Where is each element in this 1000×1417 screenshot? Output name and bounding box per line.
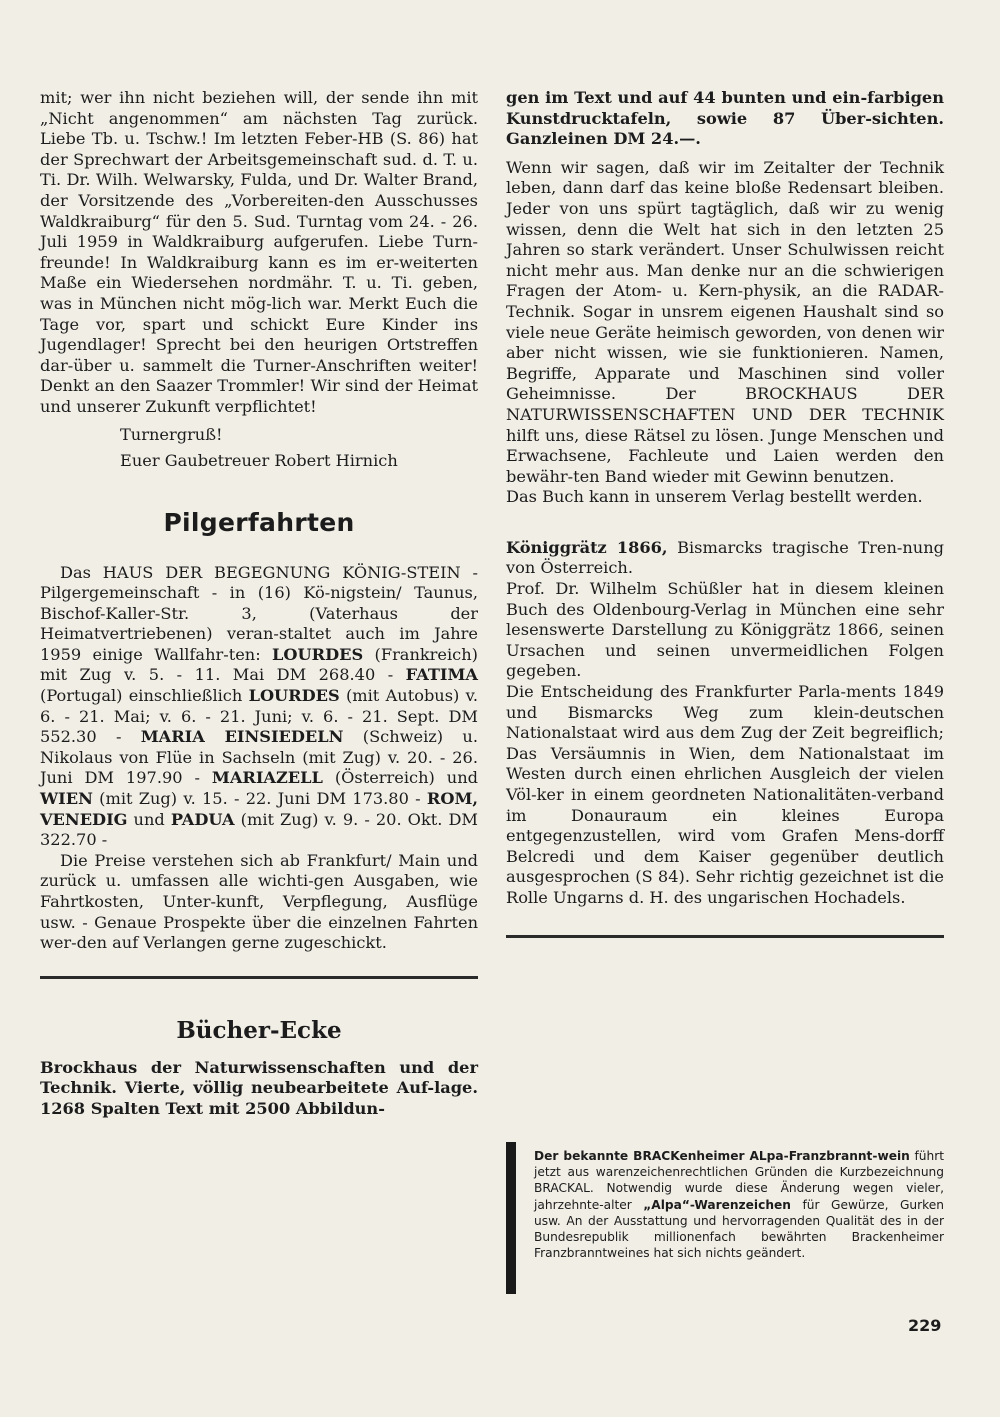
buecher-ecke-heading: Bücher-Ecke bbox=[176, 1016, 342, 1044]
koeniggraetz-title: Königgrätz 1866, Bismarcks tragische Tren-nung von Österreich. bbox=[506, 537, 944, 578]
page-number: 229 bbox=[908, 1316, 942, 1335]
koeniggraetz-paragraph-2: Die Entscheidung des Frankfurter Parla-ments 1849 und Bismarcks Weg zum klein-deutschen Nationalstaat wird aus dem Zug der Zeit begreiflich; Das Versäumnis in Wien, dem Nationalstaat im Westen durch einen ehrlichen Ausgleich der vielen Völ-ker in einem geordneten Nationalitäten-verband im Donauraum ein kleines Europa entgegenzustellen, wird vom Grafen Mens-dorff Belcredi und dem Kaiser gegenüber deutlich ausgesprochen (S 84). Sehr richtig gezeichnet ist die Rolle Ungarns d. H. des ungarischen Hochadels. bbox=[506, 682, 944, 907]
divider-right bbox=[506, 935, 944, 938]
brockhaus-lead-continued: gen im Text und auf 44 bunten und ein-farbigen Kunstdrucktafeln, sowie 87 Über-sichten. Ganzleinen DM 24.—. bbox=[506, 88, 944, 149]
right-column bbox=[506, 88, 944, 938]
divider-left bbox=[40, 976, 478, 979]
ad-text: Der bekannte BRACKenheimer ALpa-Franzbrannt-wein führt jetzt aus warenzeichenrechtlichen Gründen die Kurzbezeichnung BRACKAL. Notwendig wurde diese Änderung wegen vieler, jahrzehnte-alter „Alpa“-Warenzeichen für Gewürze, Gurken usw. An der Ausstattung und hervorragenden Qualität des in der Bundesrepublik millionenfach bewährten Brackenheimer Franzbranntweines hat sich nichts geändert. bbox=[534, 1149, 944, 1261]
brackal-advertisement bbox=[506, 1142, 944, 1294]
preise-paragraph: Die Preise verstehen sich ab Frankfurt/ Main und zurück u. umfassen alle wichti-gen Ausgaben, wie Fahrtkosten, Unter-kunft, Verpflegung, Ausflüge usw. - Genaue Prospekte über die einzelnen Fahrten wer-den auf Verlangen gerne zugeschickt. bbox=[40, 850, 478, 953]
koeniggraetz-paragraph-1: Prof. Dr. Wilhelm Schüßler hat in diesem kleinen Buch des Oldenbourg-Verlag in München eine sehr lesenswerte Darstellung zu Königgrätz 1866, seinen Ursachen und seinen unvermeidlichen Folgen gegeben. bbox=[506, 579, 944, 681]
intro-paragraph: mit; wer ihn nicht beziehen will, der sende ihn mit „Nicht angenommen“ am nächsten Tag zurück. Liebe Tb. u. Tschw.! Im letzten Feber-HB (S. 86) hat der Sprechwart der Arbeitsgemeinschaft sud. d. T. u. Ti. Dr. Wilh. Welwarsky, Fulda, und Dr. Walter Brand, der Vorsitzende des „Vorbereiten-den Ausschusses Waldkraiburg“ für den 5. Sud. Turntag vom 24. - 26. Juli 1959 in Waldkraiburg aufgerufen. Liebe Turn-freunde! In Waldkraiburg kann es im er-weiterten Maße ein Wiedersehen nordmähr. T. u. Ti. geben, was in München nicht mög-lich war. Merkt Euch die Tage vor, spart und schickt Eure Kinder ins Jugendlager! Sprecht bei den heurigen Ortstreffen dar-über u. sammelt die Turner-Anschriften weiter! Denkt an den Saazer Trommler! Wir sind der Heimat und unserer Zukunft verpflichtet! bbox=[40, 88, 478, 416]
brockhaus-review: Wenn wir sagen, daß wir im Zeitalter der Technik leben, dann darf das keine bloße Redensart bleiben. Jeder von uns spürt tagtäglich, daß wir zu wenig wissen, denn die Welt hat sich in den letzten 25 Jahren so stark verändert. Unser Schulwissen reicht nicht mehr aus. Man denke nur an die schwierigen Fragen der Atom- u. Kern-physik, an die RADAR-Technik. Sogar in unsrem eigenen Haushalt sind so viele neue Geräte heimisch geworden, von denen wir aber nicht wissen, wie sie funktionieren. Namen, Begriffe, Apparate und Maschinen sind voller Geheimnisse. Der BROCKHAUS DER NATURWISSENSCHAFTEN UND DER TECHNIK hilft uns, diese Rätsel zu lösen. Junge Menschen und Erwachsene, Fachleute und Laien werden den bewähr-ten Band wieder mit Gewinn benutzen. bbox=[506, 157, 944, 486]
pilgerfahrten-heading: Pilgerfahrten bbox=[163, 507, 355, 537]
signature: Euer Gaubetreuer Robert Hirnich bbox=[120, 450, 398, 470]
brockhaus-order: Das Buch kann in unserem Verlag bestellt werden. bbox=[506, 487, 923, 507]
ad-side-bar bbox=[506, 1142, 516, 1294]
pilgerfahrten-paragraph: Das HAUS DER BEGEGNUNG KÖNIG-STEIN - Pilgergemeinschaft - in (16) Kö-nigstein/ Taunus, Bischof-Kaller-Str. 3, (Vaterhaus der Heimatvertriebenen) veran-staltet auch im Jahre 1959 einige Wallfahr-ten: LOURDES (Frankreich) mit Zug v. 5. - 11. Mai DM 268.40 - FATIMA (Portugal) einschließlich LOURDES (mit Autobus) v. 6. - 21. Mai; v. 6. - 21. Juni; v. 6. - 21. Sept. DM 552.30 - MARIA EINSIEDELN (Schweiz) u. Nikolaus von Flüe in Sachseln (mit Zug) v. 20. - 26. Juni DM 197.90 - MARIAZELL (Österreich) und WIEN (mit Zug) v. 15. - 22. Juni DM 173.80 - ROM, VENEDIG und PADUA (mit Zug) v. 9. - 20. Okt. DM 322.70 - bbox=[40, 562, 479, 850]
left-column bbox=[40, 88, 478, 1120]
brockhaus-lead: Brockhaus der Naturwissenschaften und der Technik. Vierte, völlig neubearbeitete Auf-lage. 1268 Spalten Text mit 2500 Abbildun- bbox=[40, 1057, 478, 1118]
greeting: Turnergruß! bbox=[120, 424, 223, 444]
